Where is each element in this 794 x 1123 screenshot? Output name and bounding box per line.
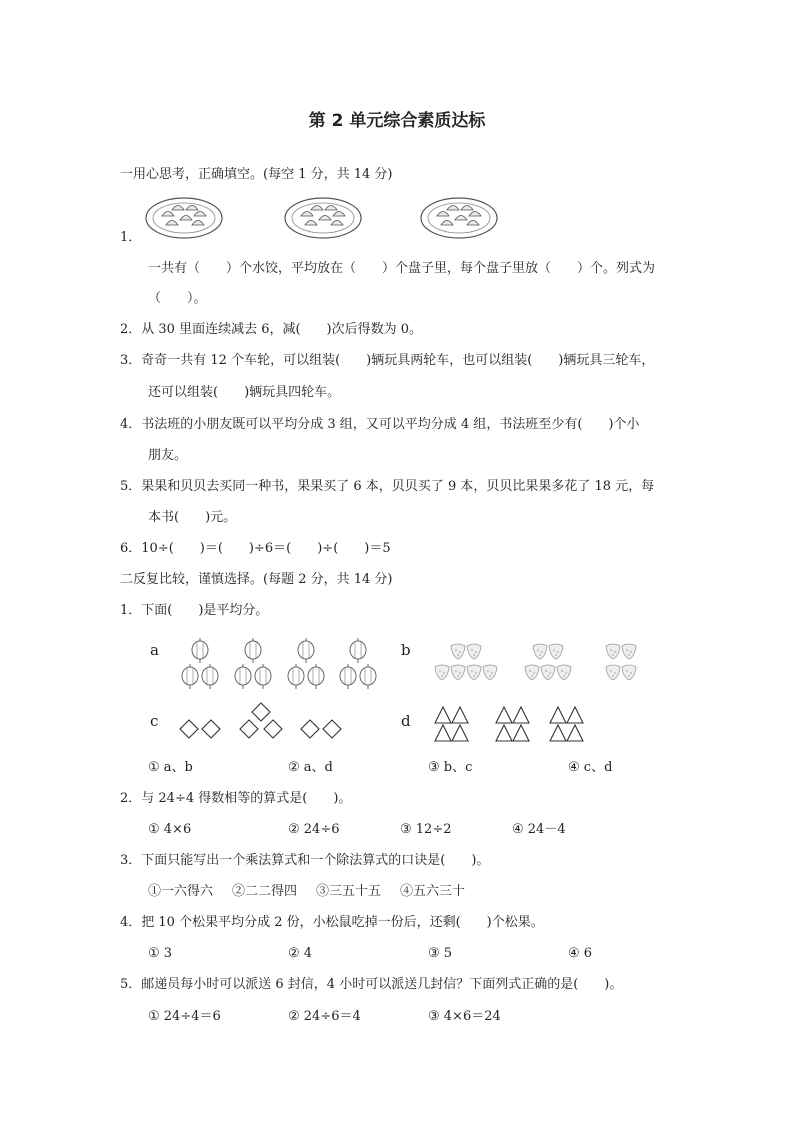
section1-heading: 一用心思考，正确填空。(每空 1 分，共 14 分) xyxy=(120,167,393,182)
strawberry-icon xyxy=(525,665,539,680)
figure-d-triangles xyxy=(430,704,610,754)
choice-question-3: 3．下面只能写出一个乘法算式和一个除法算式的口诀是( )。 xyxy=(120,853,490,868)
choice-option[interactable]: ① a、b xyxy=(148,760,193,775)
lantern-icon xyxy=(192,638,208,663)
question-4: 4．书法班的小朋友既可以平均分成 3 组，又可以平均分成 4 组，书法班至少有( )个小 xyxy=(120,417,640,432)
question-1-text-cont: （ ）。 xyxy=(148,291,207,306)
question-3-cont: 还可以组装( )辆玩具四轮车。 xyxy=(148,385,341,400)
choice-option[interactable]: ③ b、c xyxy=(428,760,473,775)
question-1-number: 1． xyxy=(120,230,142,245)
diamond-icon xyxy=(180,720,198,738)
strawberry-icon xyxy=(622,665,636,680)
figure-a-lanterns xyxy=(170,636,410,696)
diamond-icon xyxy=(264,720,282,738)
triangle-icon xyxy=(452,707,468,723)
choice-option[interactable]: ④ 6 xyxy=(568,946,593,961)
choice-option[interactable]: ② 24÷6 xyxy=(288,822,340,837)
triangle-icon xyxy=(435,725,451,741)
lantern-icon xyxy=(235,664,251,689)
page-title: 第 2 单元综合素质达标 xyxy=(308,111,486,131)
dumpling-plate-icon xyxy=(146,198,222,238)
choice-option[interactable]: ③ 4×6＝24 xyxy=(428,1009,501,1024)
strawberry-icon xyxy=(467,665,481,680)
choice-option[interactable]: ①一六得六 xyxy=(148,884,214,899)
choice-option[interactable]: ③ 12÷2 xyxy=(400,822,452,837)
section2-heading: 二反复比较，谨慎选择。(每题 2 分，共 14 分) xyxy=(120,572,393,587)
triangle-icon xyxy=(435,707,451,723)
lantern-icon xyxy=(245,638,261,663)
question-5: 5．果果和贝贝去买同一种书，果果买了 6 本，贝贝买了 9 本，贝贝比果果多花了 18 元，每 xyxy=(120,479,655,494)
figure-b-strawberries xyxy=(428,640,668,690)
strawberry-icon xyxy=(549,644,563,659)
diamond-icon xyxy=(323,720,341,738)
triangle-icon xyxy=(452,725,468,741)
choice-option[interactable]: ③ 5 xyxy=(428,946,453,961)
choice-option[interactable]: ④五六三十 xyxy=(400,884,466,899)
choice-option[interactable]: ④ 24－4 xyxy=(512,822,566,837)
choice-question-2: 2．与 24÷4 得数相等的算式是( )。 xyxy=(120,791,352,806)
strawberry-icon xyxy=(606,644,620,659)
lantern-icon xyxy=(202,664,218,689)
diamond-icon xyxy=(301,720,319,738)
diamond-icon xyxy=(252,703,270,721)
dumpling-plate-icon xyxy=(421,198,497,238)
triangle-icon xyxy=(567,725,583,741)
diamond-icon xyxy=(202,720,220,738)
lantern-icon xyxy=(288,664,304,689)
strawberry-icon xyxy=(451,644,465,659)
lantern-icon xyxy=(360,664,376,689)
choice-option[interactable]: ① 4×6 xyxy=(148,822,192,837)
figure-d-label: d xyxy=(401,712,411,730)
lantern-icon xyxy=(340,664,356,689)
triangle-icon xyxy=(567,707,583,723)
diamond-icon xyxy=(240,720,258,738)
triangle-icon xyxy=(513,707,529,723)
choice-question-4: 4．把 10 个松果平均分成 2 份，小松鼠吃掉一份后，还剩( )个松果。 xyxy=(120,915,544,930)
choice-option[interactable]: ④ c、d xyxy=(568,760,613,775)
triangle-icon xyxy=(550,725,566,741)
question-3: 3．奇奇一共有 12 个车轮，可以组装( )辆玩具两轮车，也可以组装( )辆玩具三轮车， xyxy=(120,353,655,368)
choice-option[interactable]: ① 24÷4＝6 xyxy=(148,1009,221,1024)
choice-option[interactable]: ③三五十五 xyxy=(316,884,382,899)
triangle-icon xyxy=(550,707,566,723)
triangle-icon xyxy=(513,725,529,741)
lantern-icon xyxy=(255,664,271,689)
strawberry-icon xyxy=(467,644,481,659)
question-2: 2．从 30 里面连续减去 6，减( )次后得数为 0。 xyxy=(120,322,423,337)
strawberry-icon xyxy=(622,644,636,659)
question-1-text: 一共有（ ）个水饺，平均放在（ ）个盘子里，每个盘子里放（ ）个。列式为 xyxy=(148,261,656,276)
lantern-icon xyxy=(298,638,314,663)
figure-c-diamonds xyxy=(175,700,375,750)
question-4-cont: 朋友。 xyxy=(148,448,188,463)
lantern-icon xyxy=(182,664,198,689)
choice-question-5: 5．邮递员每小时可以派送 6 封信，4 小时可以派送几封信？下面列式正确的是( )。 xyxy=(120,977,623,992)
strawberry-icon xyxy=(606,665,620,680)
figure-b-label: b xyxy=(401,641,411,659)
figure-a-label: a xyxy=(150,641,159,659)
choice-option[interactable]: ② 4 xyxy=(288,946,313,961)
choice-option[interactable]: ② 24÷6＝4 xyxy=(288,1009,361,1024)
strawberry-icon xyxy=(557,665,571,680)
choice-question-1: 1．下面( )是平均分。 xyxy=(120,603,269,618)
lantern-icon xyxy=(308,664,324,689)
dumpling-plate-icon xyxy=(285,198,361,238)
lantern-icon xyxy=(350,638,366,663)
figure-c-label: c xyxy=(150,712,159,730)
triangle-icon xyxy=(496,707,512,723)
strawberry-icon xyxy=(541,665,555,680)
question-6: 6．10÷( )＝( )÷6＝( )÷( )＝5 xyxy=(120,541,391,556)
strawberry-icon xyxy=(533,644,547,659)
choice-option[interactable]: ① 3 xyxy=(148,946,173,961)
strawberry-icon xyxy=(435,665,449,680)
strawberry-icon xyxy=(483,665,497,680)
choice-option[interactable]: ② a、d xyxy=(288,760,333,775)
choice-option[interactable]: ②二二得四 xyxy=(232,884,298,899)
triangle-icon xyxy=(496,725,512,741)
question-5-cont: 本书( )元。 xyxy=(148,510,237,525)
strawberry-icon xyxy=(451,665,465,680)
